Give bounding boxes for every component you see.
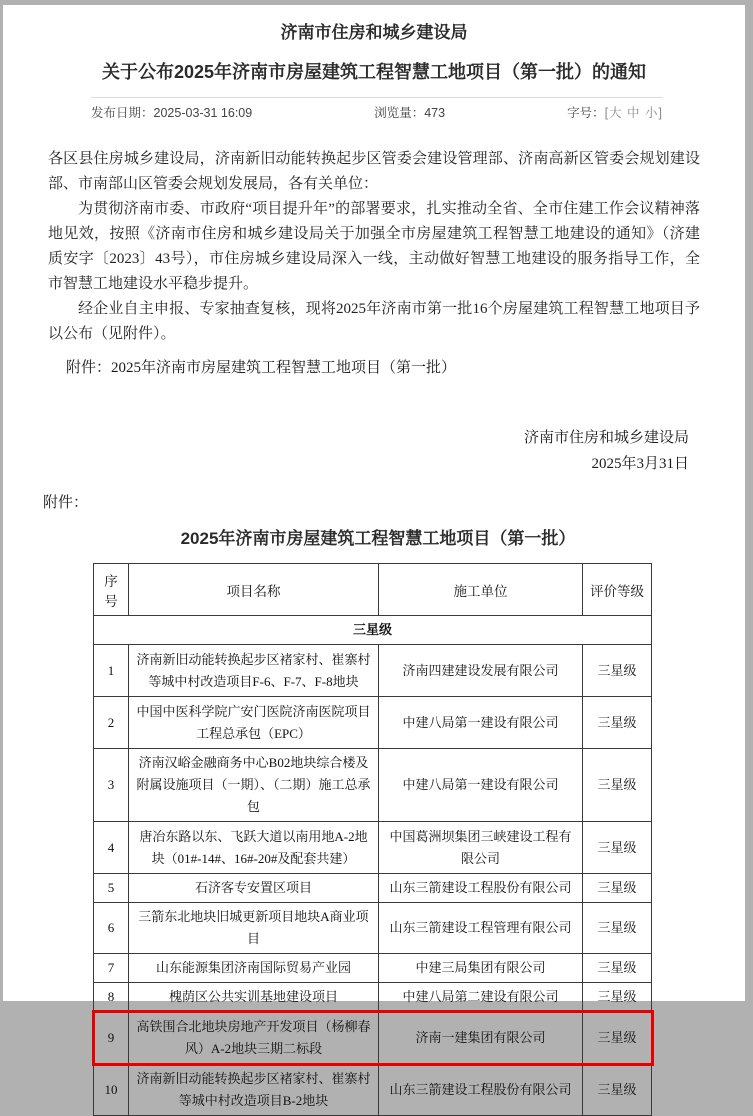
row-index: 8 (94, 983, 129, 1012)
project-name: 唐冶东路以东、飞跃大道以南用地A-2地块（01#-14#、16#-20#及配套共建） (129, 822, 379, 874)
project-name: 石济客专安置区项目 (129, 874, 379, 903)
attachment-reference: 附件：2025年济南市房屋建筑工程智慧工地项目（第一批） (66, 360, 457, 376)
projects-table (93, 563, 652, 1116)
grade-value: 三星级 (583, 645, 652, 697)
table-row (94, 749, 652, 822)
contractor-name: 山东三箭建设工程股份有限公司 (379, 1064, 583, 1116)
table-row (94, 1064, 652, 1116)
view-count (374, 103, 445, 121)
row-index: 5 (94, 874, 129, 903)
col-header-grade: 评价等级 (583, 564, 652, 616)
font-size-options[interactable]: [大 中 小] (604, 106, 663, 120)
col-header-project: 项目名称 (129, 564, 379, 616)
project-name: 中国中医科学院广安门医院济南医院项目工程总承包（EPC） (129, 697, 379, 749)
signature-date: 2025年3月31日 (591, 456, 689, 472)
table-row (94, 903, 652, 954)
grade-value: 三星级 (583, 954, 652, 983)
grade-value: 三星级 (583, 749, 652, 822)
contractor-name: 中建八局第一建设有限公司 (379, 697, 583, 749)
row-index: 4 (94, 822, 129, 874)
grade-value: 三星级 (583, 822, 652, 874)
attachment-label: 附件： (43, 495, 89, 511)
font-size-control (567, 103, 663, 121)
publish-date-label: 发布日期： (91, 106, 154, 120)
row-index: 10 (94, 1064, 129, 1116)
view-count-label: 浏览量： (374, 106, 425, 120)
addressee-paragraph: 各区县住房城乡建设局，济南新旧动能转换起步区管委会建设管理部、济南高新区管委会规划建设部、市南部山区管委会规划发展局，各有关单位： (48, 151, 700, 192)
contractor-name: 中建八局第一建设有限公司 (379, 749, 583, 822)
project-name: 山东能源集团济南国际贸易产业园 (129, 954, 379, 983)
grade-group-label: 三星级 (94, 616, 652, 645)
contractor-name: 济南四建建设发展有限公司 (379, 645, 583, 697)
row-index: 6 (94, 903, 129, 954)
publish-date-value: 2025-03-31 16:09 (153, 106, 253, 120)
row-index: 3 (94, 749, 129, 822)
table-row (94, 822, 652, 874)
grade-value: 三星级 (583, 1012, 652, 1064)
col-header-index: 序号 (94, 564, 129, 616)
contractor-name: 中建三局集团有限公司 (379, 954, 583, 983)
notice-body (48, 147, 700, 347)
document-page (3, 5, 745, 1108)
meta-bar (91, 103, 663, 121)
project-name: 高铁围合北地块房地产开发项目（杨柳春风）A-2地块三期二标段 (129, 1012, 379, 1064)
title-divider (91, 97, 663, 98)
grade-value: 三星级 (583, 983, 652, 1012)
org-title: 济南市住房和城乡建设局 (280, 23, 468, 42)
grade-value: 三星级 (583, 903, 652, 954)
contractor-name: 济南一建集团有限公司 (379, 1012, 583, 1064)
project-name: 济南新旧动能转换起步区褚家村、崔寨村等城中村改造项目B-2地块 (129, 1064, 379, 1116)
table-row (94, 697, 652, 749)
table-row (94, 954, 652, 983)
signature-block (3, 425, 689, 477)
row-index: 2 (94, 697, 129, 749)
grade-group-row (94, 616, 652, 645)
font-size-label: 字号： (567, 106, 605, 120)
contractor-name: 中建八局第二建设有限公司 (379, 983, 583, 1012)
contractor-name: 山东三箭建设工程管理有限公司 (379, 903, 583, 954)
row-index: 9 (94, 1012, 129, 1064)
body-paragraph-2: 经企业自主申报、专家抽查复核，现将2025年济南市第一批16个房屋建筑工程智慧工地项目予以公布（见附件）。 (48, 301, 700, 342)
project-name: 三箭东北地块旧城更新项目地块A商业项目 (129, 903, 379, 954)
row-index: 1 (94, 645, 129, 697)
page-title: 关于公布2025年济南市房屋建筑工程智慧工地项目（第一批）的通知 (101, 62, 647, 82)
project-name: 槐荫区公共实训基地建设项目 (129, 983, 379, 1012)
publish-date (91, 103, 252, 121)
table-row (94, 983, 652, 1012)
attachment-table-title: 2025年济南市房屋建筑工程智慧工地项目（第一批） (180, 529, 576, 548)
grade-value: 三星级 (583, 874, 652, 903)
project-name: 济南新旧动能转换起步区褚家村、崔寨村等城中村改造项目F-6、F-7、F-8地块 (129, 645, 379, 697)
highlight-box-row (94, 1012, 652, 1064)
table-header-row (94, 564, 652, 616)
table-row (94, 645, 652, 697)
row-index: 7 (94, 954, 129, 983)
view-count-value: 473 (424, 106, 446, 120)
contractor-name: 中国葛洲坝集团三峡建设工程有限公司 (379, 822, 583, 874)
grade-value: 三星级 (583, 697, 652, 749)
contractor-name: 山东三箭建设工程股份有限公司 (379, 874, 583, 903)
col-header-contractor: 施工单位 (379, 564, 583, 616)
table-row (94, 874, 652, 903)
signature-org: 济南市住房和城乡建设局 (523, 430, 689, 446)
grade-value: 三星级 (583, 1064, 652, 1116)
body-paragraph-1: 为贯彻济南市委、市政府“项目提升年”的部署要求，扎实推动全省、全市住建工作会议精神落地见效，按照《济南市住房和城乡建设局关于加强全市房屋建筑工程智慧工地建设的通知》（济建质安字〔2023〕43号），市住房城乡建设局深入一线，主动做好智慧工地建设的服务指导工作，全市智慧工地建设水平稳步提升。 (48, 201, 700, 292)
project-name: 济南汉峪金融商务中心B02地块综合楼及附属设施项目（一期）、（二期）施工总承包 (129, 749, 379, 822)
